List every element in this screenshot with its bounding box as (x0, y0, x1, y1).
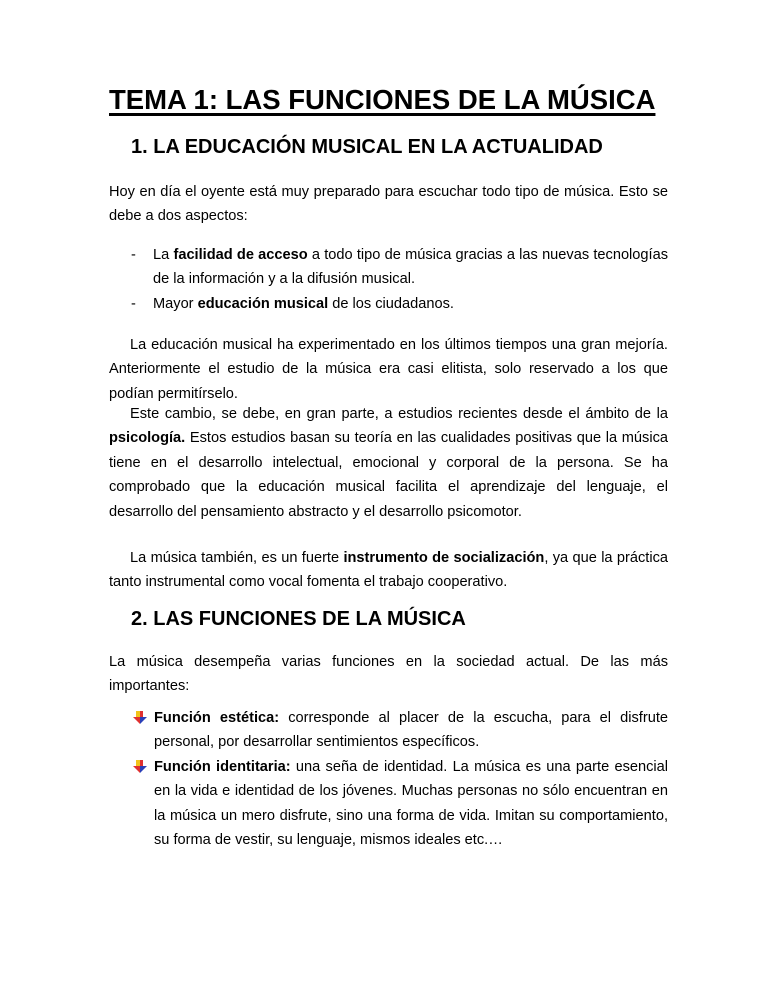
paragraph-bold: instrumento de socialización (343, 550, 545, 566)
bullet-bold: Función identitaria: (154, 759, 291, 775)
dash-marker: - (131, 296, 136, 312)
bullet-text-after: una seña de identidad. La música es una parte esencial en la vida e identidad de los jóvenes. Muchas personas no sólo encuentran en la música un mero disfrute, sino una forma de vida. Imitan su comportamiento, su forma de vestir, su lenguaje, mismos ideales etc.… (154, 759, 669, 849)
paragraph-text-before: Este cambio, se debe, en gran parte, a estudios recientes desde el ámbito de la (130, 406, 668, 422)
bullet-text (154, 706, 668, 755)
paragraph-education (109, 333, 668, 406)
bullet-bold: Función estética: (154, 710, 280, 726)
list-item-bold: educación musical (197, 296, 329, 312)
bullet-item (133, 755, 668, 853)
paragraph-psychology (109, 402, 668, 524)
bullet-text-after: corresponde al placer de la escucha, para el disfrute personal, por desarrollar sentimientos específicos. (154, 710, 669, 751)
list-item-text (153, 243, 668, 292)
list-item-text-before: La (153, 247, 174, 263)
paragraph-text: La educación musical ha experimentado en los últimos tiempos una gran mejoría. Anteriormente el estudio de la música era casi elitista, solo reservado a los que podían permitírselo. (109, 337, 668, 402)
bullet-text (154, 755, 668, 853)
paragraph-bold: psicología. (109, 430, 186, 447)
arrow-down-bullet-icon (133, 760, 147, 774)
section-2-heading: 2. LAS FUNCIONES DE LA MÚSICA (131, 608, 466, 630)
list-item (131, 243, 668, 292)
paragraph-text-after: Estos estudios basan su teoría en las cualidades positivas que la música tiene en el desarrollo intelectual, emocional y corporal de la persona. Se ha comprobado que la educación musical facilita el aprendizaje del lenguaje, el desarrollo del pensamiento abstracto y el desarrollo psicomotor. (109, 430, 668, 520)
dash-marker: - (131, 247, 136, 263)
list-item (131, 292, 668, 316)
section-1-heading: 1. LA EDUCACIÓN MUSICAL EN LA ACTUALIDAD (131, 136, 603, 158)
document-title: TEMA 1: LAS FUNCIONES DE LA MÚSICA (109, 84, 656, 115)
list-item-text-before: Mayor (153, 296, 198, 312)
section-1-intro: Hoy en día el oyente está muy preparado para escuchar todo tipo de música. Esto se debe a dos aspectos: (109, 184, 668, 225)
paragraph-socialization (109, 546, 668, 595)
paragraph-text-before: La música también, es un fuerte (130, 550, 344, 566)
section-2-intro: La música desempeña varias funciones en la sociedad actual. De las más importantes: (109, 654, 668, 695)
paragraph-text-after: , ya que la práctica tanto instrumental como vocal fomenta el trabajo cooperativo. (109, 550, 668, 591)
bullet-item (133, 706, 668, 755)
list-item-bold: facilidad de acceso (173, 247, 308, 263)
list-item-text-after: a todo tipo de música gracias a las nuevas tecnologías de la información y a la difusión musical. (153, 247, 668, 288)
arrow-down-bullet-icon (133, 711, 147, 725)
list-item-text (153, 292, 668, 316)
list-item-text-after: de los ciudadanos. (328, 296, 454, 312)
